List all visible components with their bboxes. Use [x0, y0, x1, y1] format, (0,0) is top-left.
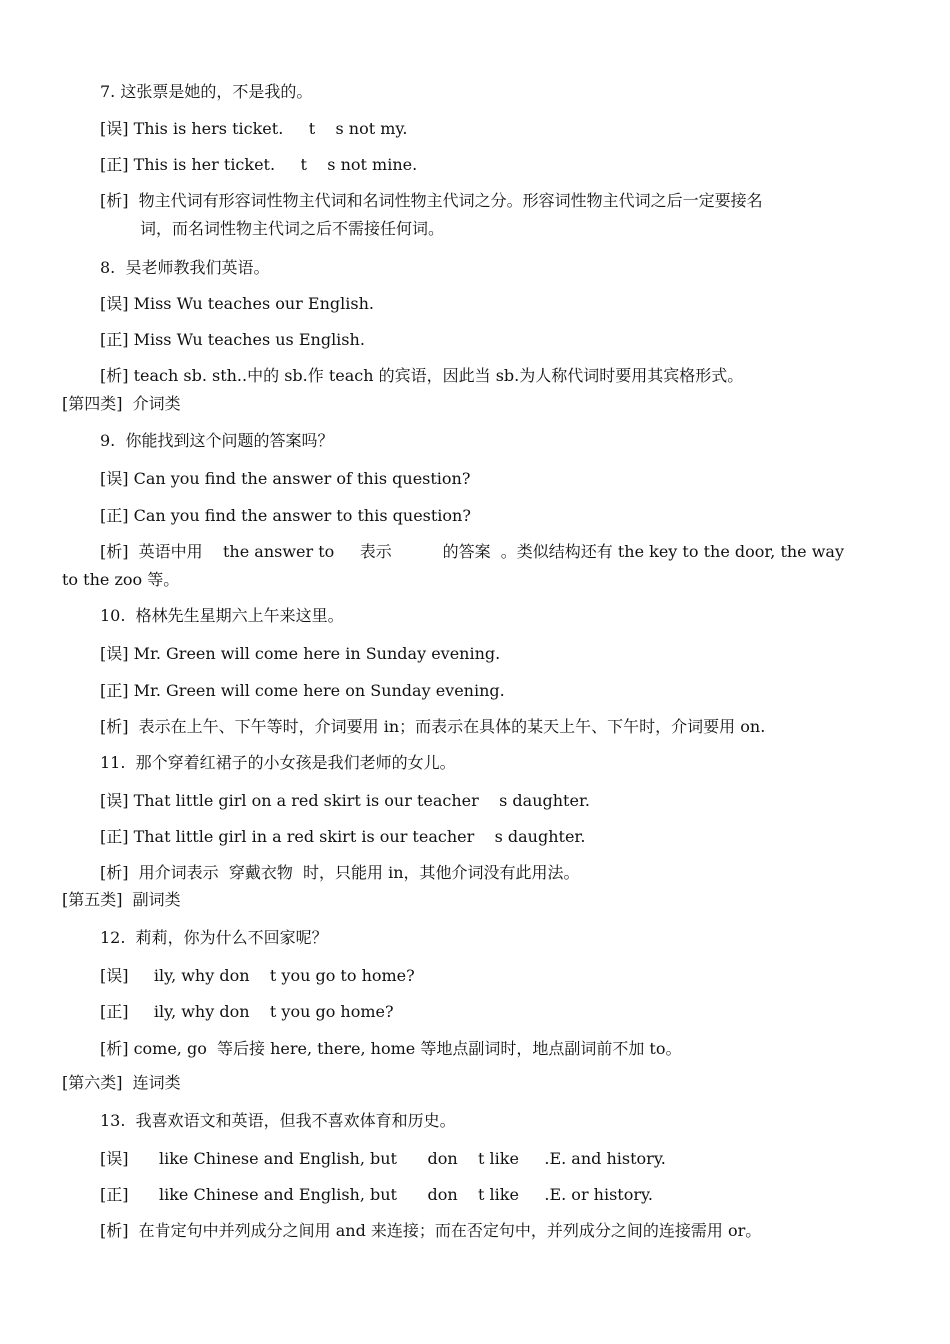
item-11-question: 11. 那个穿着红裙子的小女孩是我们老师的女儿。 [100, 753, 456, 772]
item-10-question: 10. 格林先生星期六上午来这里。 [100, 606, 344, 625]
item-9-correct: [正] Can you find the answer to this question? [100, 506, 471, 525]
item-12-analysis: [析] come, go 等后接 here, there, home 等地点副词时，地点副词前不加 to。 [100, 1039, 682, 1058]
item-7-analysis: [析] 物主代词有形容词性物主代词和名词性物主代词之分。形容词性物主代词之后一定要接名 [100, 191, 763, 210]
item-10-correct: [正] Mr. Green will come here on Sunday evening. [100, 681, 505, 700]
section-4-heading: [第四类] 介词类 [62, 394, 181, 413]
item-9-wrong: [误] Can you find the answer of this question? [100, 469, 471, 488]
item-13-question: 13. 我喜欢语文和英语，但我不喜欢体育和历史。 [100, 1111, 456, 1130]
item-9-question: 9. 你能找到这个问题的答案吗？ [100, 431, 334, 450]
item-13-analysis: [析] 在肯定句中并列成分之间用 and 来连接；而在否定句中，并列成分之间的连接需用 or。 [100, 1221, 762, 1240]
item-11-wrong: [误] That little girl on a red skirt is our teacher s daughter. [100, 791, 590, 810]
item-12-question: 12. 莉莉，你为什么不回家呢？ [100, 928, 328, 947]
item-9-analysis: [析] 英语中用 the answer to 表示 的答案 。类似结构还有 the key to the door, the way [100, 542, 845, 561]
item-13-wrong: [误] like Chinese and English, but don t like .E. and history. [100, 1149, 666, 1168]
item-10-wrong: [误] Mr. Green will come here in Sunday evening. [100, 644, 501, 663]
item-9-analysis-cont: to the zoo 等。 [62, 570, 180, 589]
section-5-heading: [第五类] 副词类 [62, 890, 181, 909]
item-8-wrong: [误] Miss Wu teaches our English. [100, 294, 374, 313]
item-12-wrong: [误] ily, why don t you go to home? [100, 966, 415, 985]
section-6-heading: [第六类] 连词类 [62, 1073, 181, 1092]
item-7-analysis-cont: 词，而名词性物主代词之后不需接任何词。 [140, 219, 445, 238]
item-7-question: 7. 这张票是她的，不是我的。 [100, 82, 313, 101]
item-7-correct: [正] This is her ticket. t s not mine. [100, 155, 418, 174]
item-8-analysis: [析] teach sb. sth..中的 sb.作 teach 的宾语，因此当 sb.为人称代词时要用其宾格形式。 [100, 366, 744, 385]
item-11-analysis: [析] 用介词表示 穿戴衣物 时，只能用 in，其他介词没有此用法。 [100, 863, 580, 882]
item-7-wrong: [误] This is hers ticket. t s not my. [100, 119, 408, 138]
item-13-correct: [正] like Chinese and English, but don t like .E. or history. [100, 1185, 654, 1204]
item-11-correct: [正] That little girl in a red skirt is our teacher s daughter. [100, 827, 586, 846]
item-12-correct: [正] ily, why don t you go home? [100, 1002, 394, 1021]
item-8-correct: [正] Miss Wu teaches us English. [100, 330, 365, 349]
item-8-question: 8. 吴老师教我们英语。 [100, 258, 270, 277]
item-10-analysis: [析] 表示在上午、下午等时，介词要用 in；而表示在具体的某天上午、下午时，介词要用 on. [100, 717, 766, 736]
